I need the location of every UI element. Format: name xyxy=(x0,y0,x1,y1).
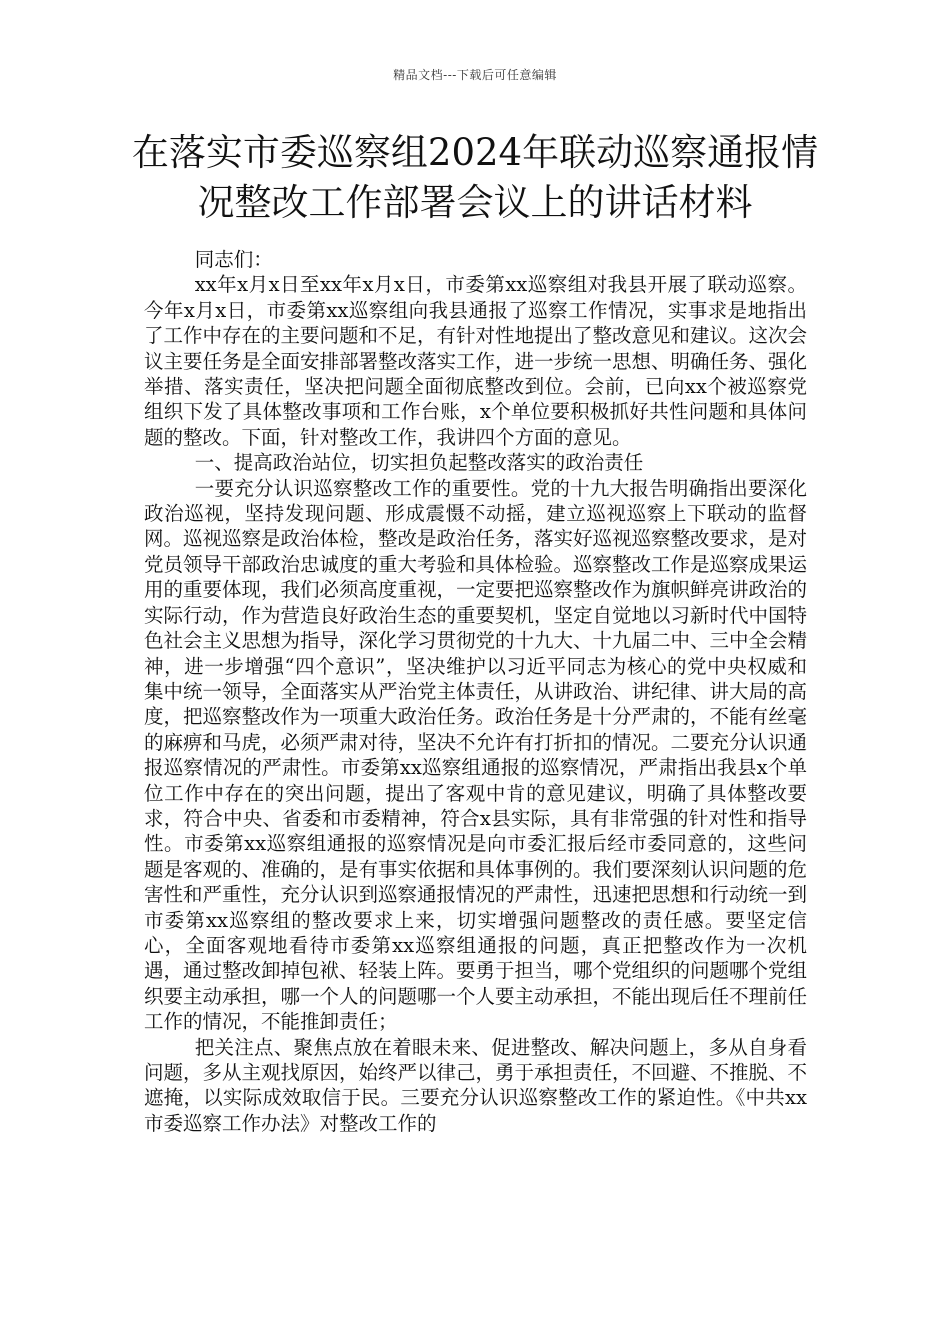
body-paragraph: xx年x月x日至xx年x月x日，市委第xx巡察组对我县开展了联动巡察。今年x月x日，市委第xx巡察组向我县通报了巡察工作情况，实事求是地指出了工作中存在的主要问题和不足，有针对性地提出了整改意见和建议。这次会议主要任务是全面安排部署整改落实工作，进一步统一思想、明确任务、强化举措、落实责任，坚决把问题全面彻底整改到位。会前，已向xx个被巡察党组织下发了具体整改事项和工作台账，x个单位要积极抓好共性问题和具体问题的整改。下面，针对整改工作，我讲四个方面的意见。 xyxy=(144,273,808,449)
salutation: 同志们： xyxy=(194,248,273,271)
body-paragraph: 一要充分认识巡察整改工作的重要性。党的十九大报告明确指出要深化政治巡视，坚持发现问题、形成震慑不动摇，建立巡视巡察上下联动的监督网。巡视巡察是政治体检，整改是政治任务，落实好巡视巡察整改要求，是对党员领导干部政治忠诚度的重大考验和具体检验。巡察整改工作是巡察成果运用的重要体现，我们必须高度重视，一定要把巡察整改作为旗帜鲜亮讲政治的实际行动，作为营造良好政治生态的重要契机，坚定自觉地以习新时代中国特色社会主义思想为指导，深化学习贯彻党的十九大、十九届二中、三中全会精神，进一步增强“四个意识”，坚决维护以习近平同志为核心的党中央权威和集中统一领导，全面落实从严治党主体责任，从讲政治、讲纪律、讲大局的高度，把巡察整改作为一项重大政治任务。政治任务是十分严肃的，不能有丝毫的麻痹和马虎，必须严肃对待，坚决不允许有打折扣的情况。二要充分认识通报巡察情况的严肃性。市委第xx巡察组通报的巡察情况，严肃指出我县x个单位工作中存在的突出问题，提出了客观中肯的意见建议，明确了具体整改要求，符合中央、省委和市委精神，符合x县实际，具有非常强的针对性和指导性。市委第xx巡察组通报的巡察情况是向市委汇报后经市委同意的，这些问题是客观的、准确的，是有事实依据和具体事例的。我们要深刻认识问题的危害性和严重性，充分认识到巡察通报情况的严肃性，迅速把思想和行动统一到市委第xx巡察组的整改要求上来，切实增强问题整改的责任感。要坚定信心，全面客观地看待市委第xx巡察组通报的问题，真正把整改作为一次机遇，通过整改卸掉包袱、轻装上阵。要勇于担当，哪个党组织的问题哪个党组织要主动承担，哪一个人的问题哪一个人要主动承担，不能出现后任不理前任工作的情况，不能推卸责任； xyxy=(144,476,808,1034)
header-note: 精品文档---下载后可任意编辑 xyxy=(393,68,557,82)
document-title: 在落实市委巡察组2024年联动巡察通报情况整改工作部署会议上的讲话材料 xyxy=(131,131,819,224)
section-heading: 一、提高政治站位，切实担负起整改落实的政治责任 xyxy=(194,451,644,475)
document-body xyxy=(144,247,807,1136)
body-paragraph: 把关注点、聚焦点放在着眼未来、促进整改、解决问题上，多从自身看问题，多从主观找原因，始终严以律己，勇于承担责任，不回避、不推脱、不遮掩，以实际成效取信于民。三要充分认识巡察整改工作的紧迫性。《中共xx市委巡察工作办法》对整改工作的 xyxy=(144,1035,808,1135)
